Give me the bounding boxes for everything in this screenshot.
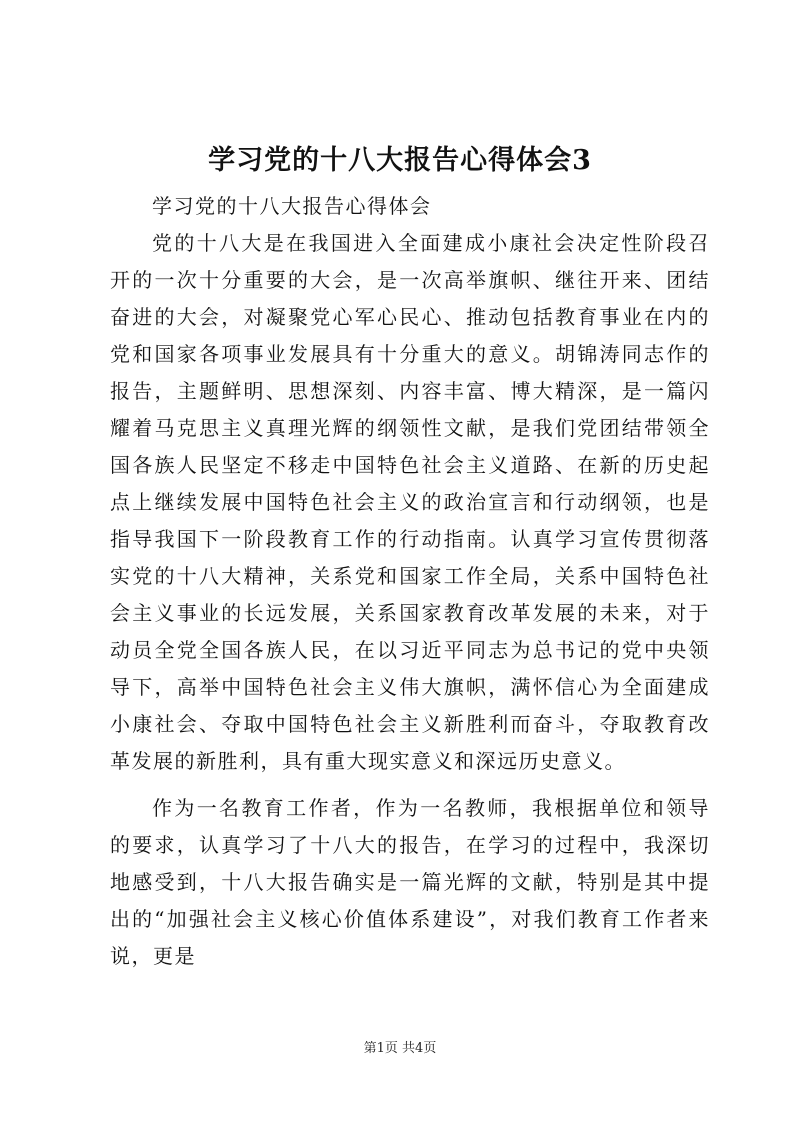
page-number: 第1页 共4页 [363, 1041, 437, 1056]
document-body [110, 188, 710, 975]
body-paragraph-2: 作为一名教育工作者，作为一名教师，我根据单位和领导的要求，认真学习了十八大的报告，在学习的过程中，我深切地感受到，十八大报告确实是一篇光辉的文献，特别是其中提出的“加强社会主义核心价值体系建设”，对我们教育工作者来说，更是 [110, 796, 710, 968]
page-footer [0, 1040, 800, 1058]
document-subtitle: 学习党的十八大报告心得体会 [152, 194, 432, 218]
body-paragraph-1: 党的十八大是在我国进入全面建成小康社会决定性阶段召开的一次十分重要的大会，是一次高举旗帜、继往开来、团结奋进的大会，对凝聚党心军心民心、推动包括教育事业在内的党和国家各项事业发展具有十分重大的意义。胡锦涛同志作的报告，主题鲜明、思想深刻、内容丰富、博大精深，是一篇闪耀着马克思主义真理光辉的纲领性文献，是我们党团结带领全国各族人民坚定不移走中国特色社会主义道路、在新的历史起点上继续发展中国特色社会主义的政治宣言和行动纲领，也是指导我国下一阶段教育工作的行动指南。认真学习宣传贯彻落实党的十八大精神，关系党和国家工作全局，关系中国特色社会主义事业的长远发展，关系国家教育改革发展的未来，对于动员全党全国各族人民，在以习近平同志为总书记的党中央领导下，高举中国特色社会主义伟大旗帜，满怀信心为全面建成小康社会、夺取中国特色社会主义新胜利而奋斗，夺取教育改革发展的新胜利，具有重大现实意义和深远历史意义。 [110, 231, 710, 773]
document-title: 学习党的十八大报告心得体会3 [208, 145, 592, 176]
